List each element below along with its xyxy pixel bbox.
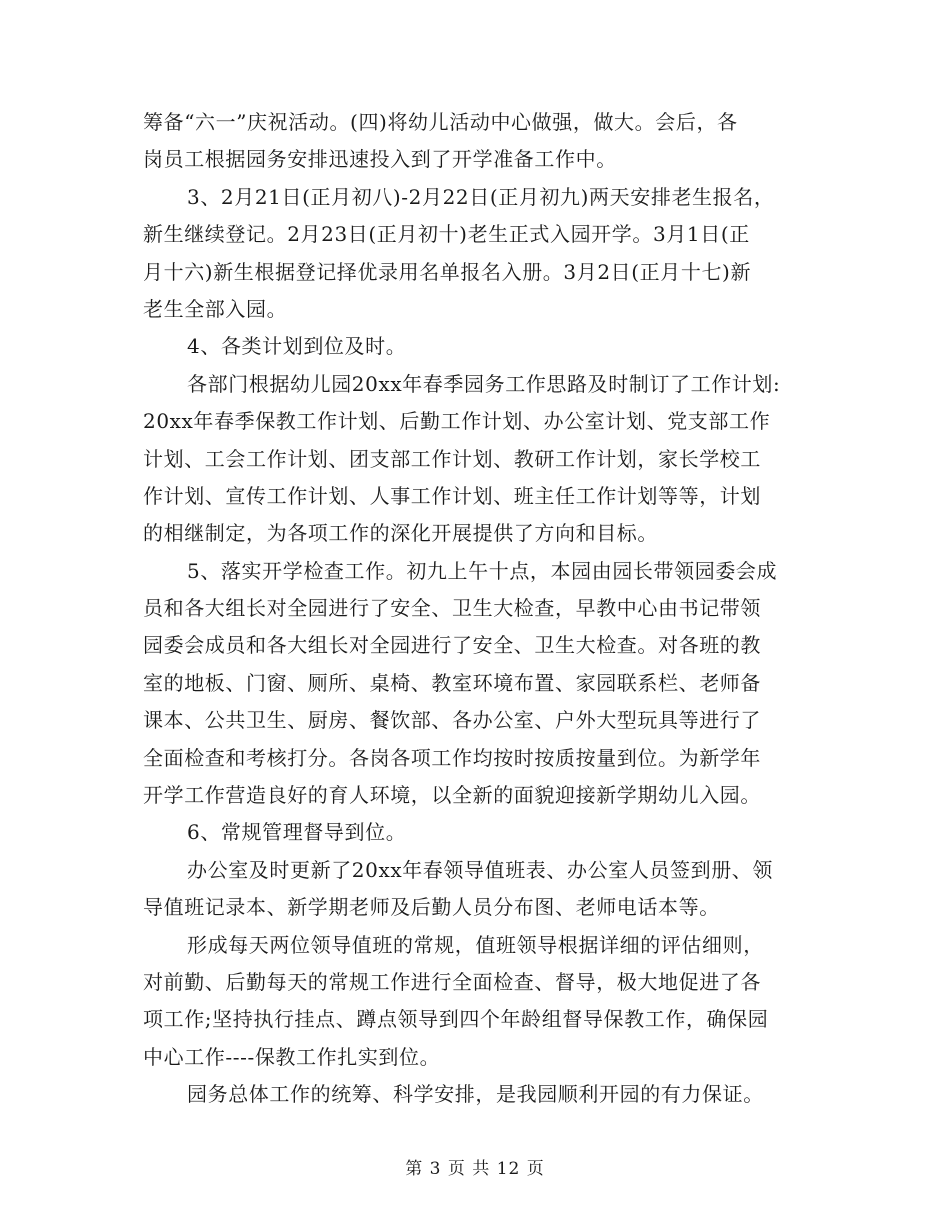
text-line: 月十六)新生根据登记择优录用名单报名入册。3月2日(正月十七)新 bbox=[143, 259, 752, 284]
text-line: 开学工作营造良好的育人环境，以全新的面貌迎接新学期幼儿入园。 bbox=[143, 783, 761, 808]
text-line: 新生继续登记。2月23日(正月初十)老生正式入园开学。3月1日(正 bbox=[143, 222, 750, 247]
text-line: 各部门根据幼儿园20xx年春季园务工作思路及时制订了工作计划: bbox=[187, 371, 781, 396]
text-line: 老生全部入园。 bbox=[143, 296, 288, 321]
text-line: 3、2月21日(正月初八)-2月22日(正月初九)两天安排老生报名， bbox=[187, 184, 775, 209]
page-footer bbox=[0, 1154, 950, 1179]
text-line: 园委会成员和各大组长对全园进行了安全、卫生大检查。对各班的教 bbox=[143, 633, 761, 658]
text-line: 的相继制定，为各项工作的深化开展提供了方向和目标。 bbox=[143, 521, 658, 546]
text-line: 全面检查和考核打分。各岗各项工作均按时按质按量到位。为新学年 bbox=[143, 745, 761, 770]
text-line: 办公室及时更新了20xx年春领导值班表、办公室人员签到册、领 bbox=[187, 857, 774, 882]
text-line: 项工作;坚持执行挂点、蹲点领导到四个年龄组督导保教工作，确保园 bbox=[143, 1007, 769, 1032]
text-line: 中心工作----保教工作扎实到位。 bbox=[143, 1044, 441, 1069]
text-line: 5、落实开学检查工作。初九上午十点，本园由园长带领园委会成 bbox=[187, 558, 778, 583]
text-line: 室的地板、门窗、厕所、桌椅、教室环境布置、家园联系栏、老师备 bbox=[143, 670, 761, 695]
text-line: 作计划、宣传工作计划、人事工作计划、班主任工作计划等等，计划 bbox=[143, 483, 761, 508]
text-line: 课本、公共卫生、厨房、餐饮部、各办公室、户外大型玩具等进行了 bbox=[143, 708, 761, 733]
body-text bbox=[143, 104, 813, 1114]
text-line: 对前勤、后勤每天的常规工作进行全面检查、督导，极大地促进了各 bbox=[143, 969, 761, 994]
text-line: 6、常规管理督导到位。 bbox=[187, 820, 407, 845]
text-line: 形成每天两位领导值班的常规，值班领导根据详细的评估细则， bbox=[187, 932, 764, 957]
text-line: 筹备“六一”庆祝活动。(四)将幼儿活动中心做强，做大。会后，各 bbox=[143, 110, 738, 134]
text-line: 20xx年春季保教工作计划、后勤工作计划、办公室计划、党支部工作 bbox=[143, 409, 771, 434]
page-number: 第 3 页 共 12 页 bbox=[405, 1159, 545, 1179]
text-line: 岗员工根据园务安排迅速投入到了开学准备工作中。 bbox=[143, 147, 617, 172]
text-line: 园务总体工作的统筹、科学安排，是我园顺利开园的有力保证。 bbox=[187, 1082, 764, 1107]
text-line: 4、各类计划到位及时。 bbox=[187, 334, 407, 359]
text-line: 导值班记录本、新学期老师及后勤人员分布图、老师电话本等。 bbox=[143, 895, 720, 920]
text-line: 计划、工会工作计划、团支部工作计划、教研工作计划，家长学校工 bbox=[143, 446, 761, 471]
text-line: 员和各大组长对全园进行了安全、卫生大检查，早教中心由书记带领 bbox=[143, 596, 761, 621]
